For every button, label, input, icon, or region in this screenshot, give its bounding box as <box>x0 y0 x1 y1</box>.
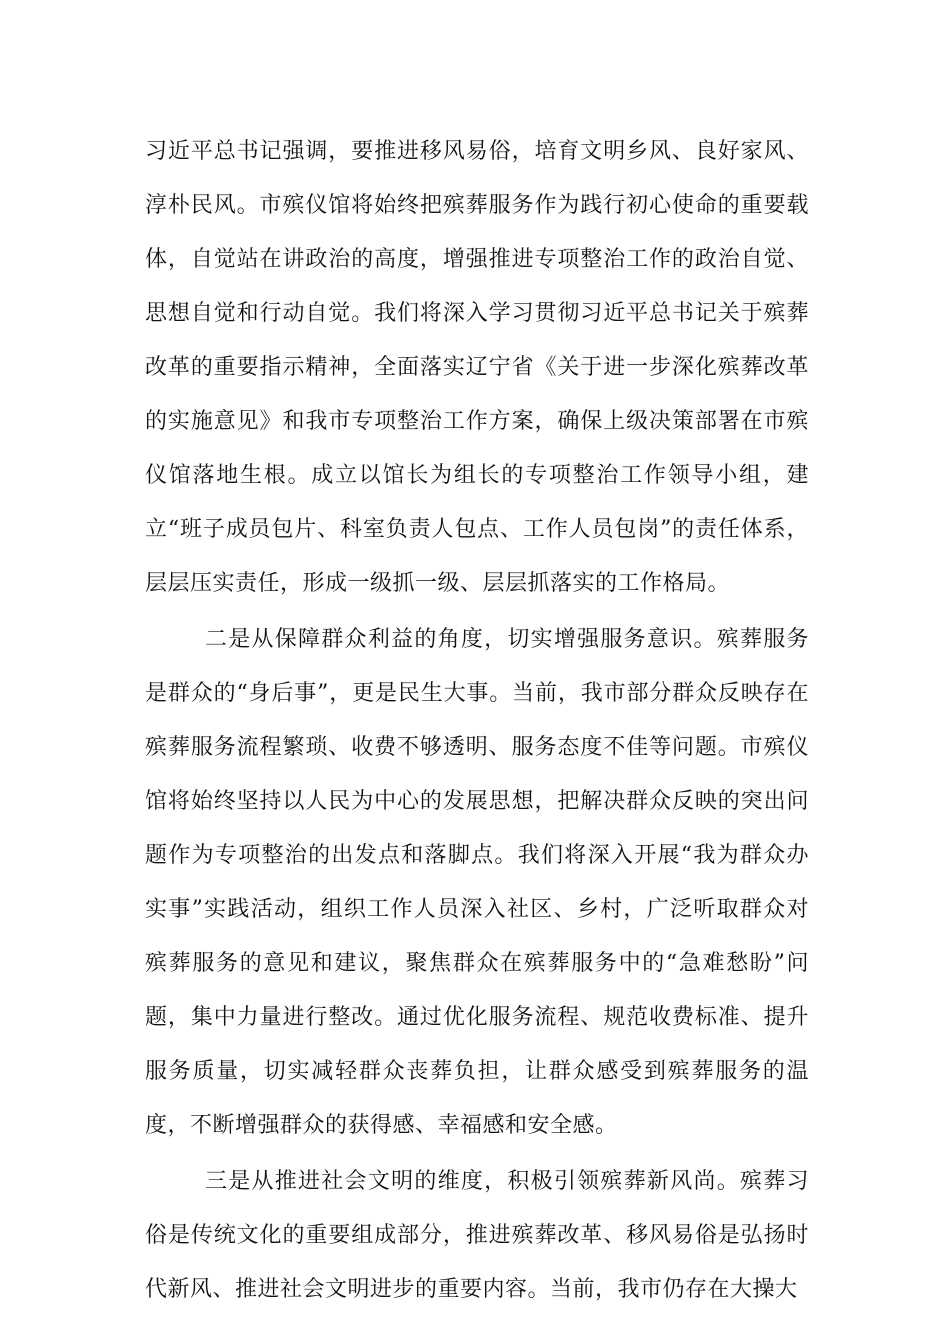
paragraph-2: 二是从保障群众利益的角度，切实增强服务意识。殡葬服务是群众的“身后事”，更是民生大事。当前，我市部分群众反映存在殡葬服务流程繁琐、收费不够透明、服务态度不佳等问题。市殡仪馆将始终坚持以人民为中心的发展思想，把解决群众反映的突出问题作为专项整治的出发点和落脚点。我们将深入开展“我为群众办实事”实践活动，组织工作人员深入社区、乡村，广泛听取群众对殡葬服务的意见和建议，聚焦群众在殡葬服务中的“急难愁盼”问题，集中力量进行整改。通过优化服务流程、规范收费标准、提升服务质量，切实减轻群众丧葬负担，让群众感受到殡葬服务的温度，不断增强群众的获得感、幸福感和安全感。 <box>145 627 809 1138</box>
paragraph-3: 三是从推进社会文明的维度，积极引领殡葬新风尚。殡葬习俗是传统文化的重要组成部分，推进殡葬改革、移风易俗是弘扬时代新风、推进社会文明进步的重要内容。当前，我市仍存在大操大 <box>145 1169 809 1302</box>
paragraph-1: 习近平总书记强调，要推进移风易俗，培育文明乡风、良好家风、淳朴民风。市殡仪馆将始终把殡葬服务作为践行初心使命的重要载体，自觉站在讲政治的高度，增强推进专项整治工作的政治自觉、思想自觉和行动自觉。我们将深入学习贯彻习近平总书记关于殡葬改革的重要指示精神，全面落实辽宁省《关于进一步深化殡葬改革的实施意见》和我市专项整治工作方案，确保上级决策部署在市殡仪馆落地生根。成立以馆长为组长的专项整治工作领导小组，建立“班子成员包片、科室负责人包点、工作人员包岗”的责任体系，层层压实责任，形成一级抓一级、层层抓落实的工作格局。 <box>145 139 809 596</box>
document-body <box>145 125 809 1317</box>
